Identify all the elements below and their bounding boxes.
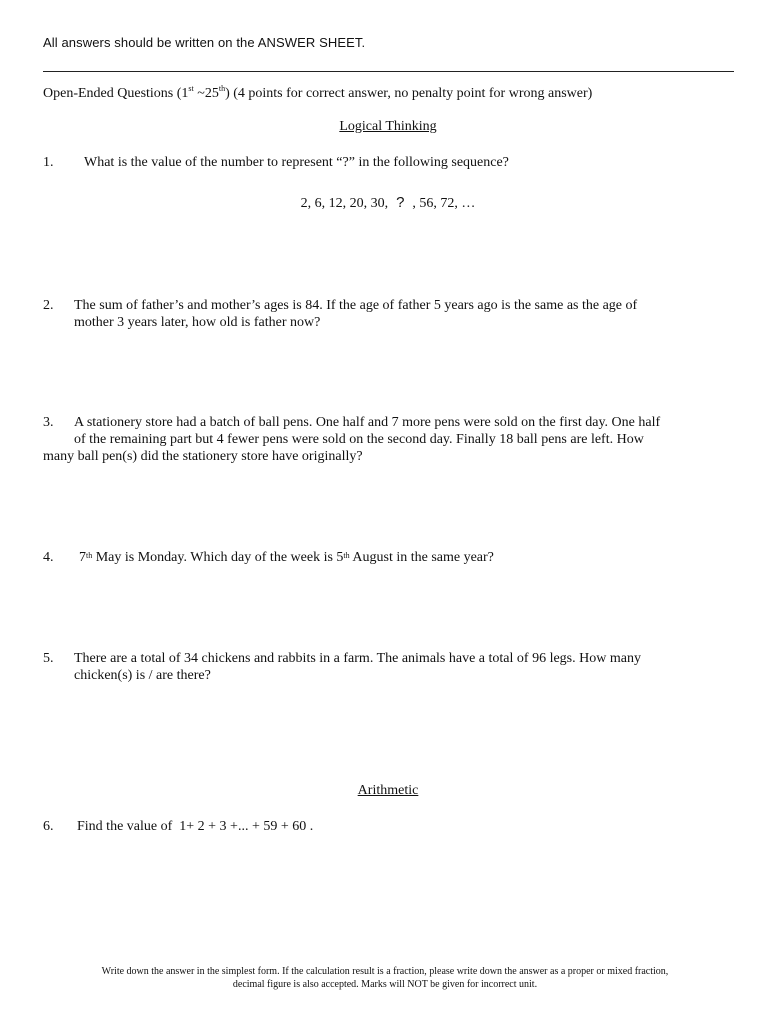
question-line: mother 3 years later, how old is father now? [74, 315, 321, 330]
question-line: of the remaining part but 4 fewer pens were sold on the second day. Finally 18 ball pens are left. How [74, 432, 644, 447]
unknown-mark: ? [396, 194, 405, 211]
answer-sheet-instruction: All answers should be written on the ANSWER SHEET. [43, 35, 366, 50]
question-text: 7th May is Monday. Which day of the week is 5th August in the same year? [79, 550, 494, 565]
footer-note [40, 965, 730, 991]
question-number: 5. [43, 651, 54, 666]
question-number: 1. [43, 155, 54, 170]
question-line: There are a total of 34 chickens and rabbits in a farm. The animals have a total of 96 legs. How many [74, 651, 641, 666]
footer-line: decimal figure is also accepted. Marks will NOT be given for incorrect unit. [232, 979, 538, 990]
header-divider [43, 71, 734, 72]
section-title-arithmetic: Arithmetic [357, 783, 419, 798]
section-title-logical-thinking: Logical Thinking [339, 119, 437, 134]
question-text: Find the value of 1+ 2 + 3 +... + 59 + 60 . [77, 819, 314, 834]
question-line: many ball pen(s) did the stationery store have originally? [43, 449, 363, 464]
question-line: chicken(s) is / are there? [74, 668, 211, 683]
question-number: 2. [43, 298, 54, 313]
question-number: 4. [43, 550, 54, 565]
question-number: 3. [43, 415, 54, 430]
question-line: A stationery store had a batch of ball pens. One half and 7 more pens were sold on the first day. One half [74, 415, 661, 430]
footer-line: Write down the answer in the simplest form. If the calculation result is a fraction, please write down the answer as a proper or mixed fraction, [101, 966, 669, 977]
open-ended-intro: Open-Ended Questions (1st ~25th) (4 points for correct answer, no penalty point for wrong answer) [43, 84, 593, 101]
question-text: What is the value of the number to represent “?” in the following sequence? [84, 155, 509, 170]
question-number: 6. [43, 819, 54, 834]
question-line: The sum of father’s and mother’s ages is 84. If the age of father 5 years ago is the same as the age of [74, 298, 638, 313]
question-3 [43, 414, 733, 465]
question-1-sequence: 2, 6, 12, 20, 30, ? , 56, 72, … [300, 194, 476, 211]
